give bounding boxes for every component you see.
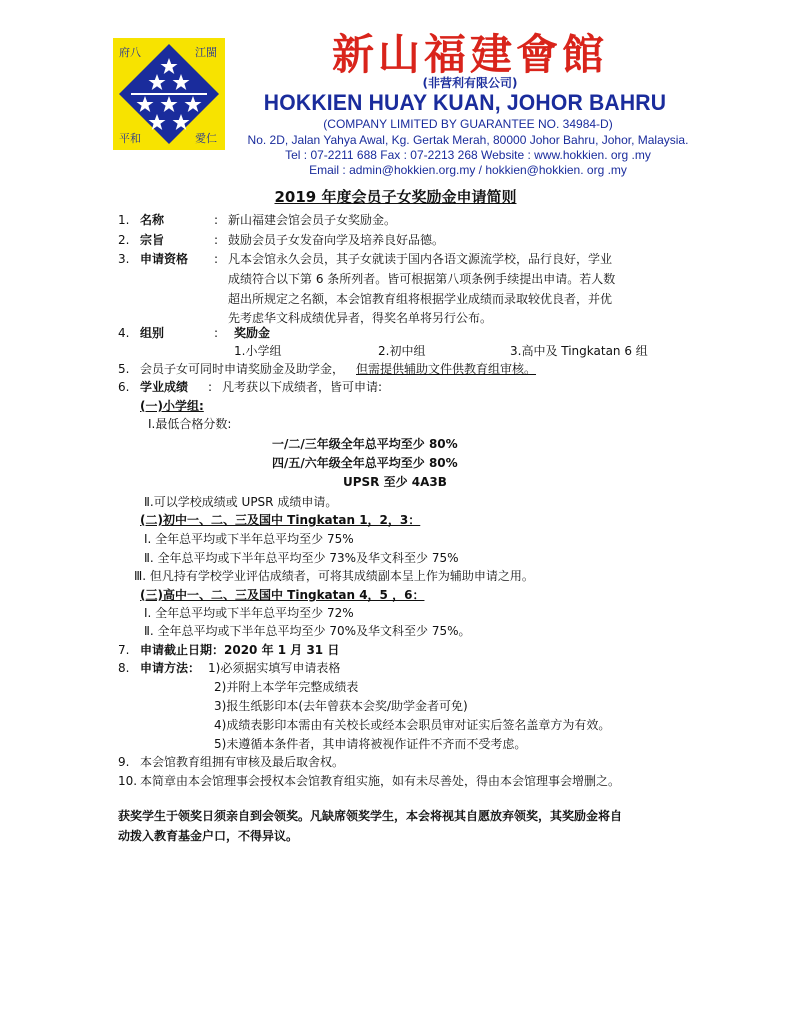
association-english-name: HOKKIEN HUAY KUAN, JOHOR BAHRU [263,90,667,115]
section-6-number: 6. [118,380,130,394]
section-4-number: 4. [118,326,130,340]
contact-line: Tel : 07-2211 688 Fax : 07-2213 268 Website : www.hokkien. org .my [285,148,651,162]
award-collection-note: 获奖学生于领奖日须亲自到会领奖。凡缺席领奖学生，本会将视其自愿放弃领奖，其奖励金将自 [118,809,623,823]
section-1-colon: : [214,213,219,227]
primary-requirement: 一/二/三年级全年总平均至少 80% [272,437,458,451]
senior-heading: (三)高中一、二、三及国中 Tingkatan 4，5 ，6： [140,588,425,602]
section-3-line: 超出所规定之名额，本会馆教育组将根据学业成绩而录取较优良者，并优 [228,292,613,306]
section-2-number: 2. [118,233,130,247]
section-1-label: 名称 [140,213,165,227]
association-logo [113,38,225,150]
section-9-text: 本会馆教育组拥有审核及最后取舍权。 [140,755,345,769]
section-2-label: 宗旨 [140,233,165,247]
group-option: 3.高中及 Tingkatan 6 组 [510,344,648,358]
primary-heading: (一)小学组: [140,399,204,413]
section-6-colon: : [208,380,213,394]
logo-text-bottom-left: 平和 [119,132,141,145]
logo-text-top-right: 江閩 [195,46,217,59]
section-5-text: 会员子女可同时申请奖励金及助学金， [140,362,345,376]
logo-text-top-left: 府八 [119,46,141,59]
company-registration: (COMPANY LIMITED BY GUARANTEE NO. 34984-D) [323,117,613,131]
application-step: 3)报生纸影印本(去年曾获本会奖/助学金者可免) [214,699,468,713]
junior-requirement: Ⅱ. 全年总平均或下半年总平均至少 73%及华文科至少 75% [144,551,459,565]
section-1-text: 新山福建会馆会员子女奖励金。 [228,213,397,227]
senior-requirement: Ⅱ. 全年总平均或下半年总平均至少 70%及华文科至少 75%。 [144,624,471,638]
section-4-heading: 奖励金 [234,326,271,340]
section-3-line: 先考虑华文科成绩优异者，得奖名单将另行公布。 [228,311,493,325]
group-option: 2.初中组 [378,344,426,358]
section-10-text: 本简章由本会馆理事会授权本会馆教育组实施，如有未尽善处，得由本会馆理事会增删之。 [140,774,621,788]
section-3-line: 成绩符合以下第 6 条所列者。皆可根据第八项条例手续提出申请。若人数 [228,272,616,286]
section-5-number: 5. [118,362,130,376]
section-2-text: 鼓励会员子女发奋向学及培养良好品德。 [228,233,445,247]
application-step: 4)成绩表影印本需由有关校长或经本会职员审对证实后签名盖章方为有效。 [214,718,611,732]
section-2-colon: : [214,233,219,247]
section-5-note: 但需提供辅助文件供教育组审核。 [356,362,537,376]
primary-min-score-label: Ⅰ.最低合格分数: [148,417,232,431]
section-8-label: 申请方法： [140,661,201,675]
section-6-label: 学业成绩 [140,380,189,394]
section-3-colon: : [214,252,219,266]
section-4-colon: : [214,326,219,340]
primary-requirement: 四/五/六年级全年总平均至少 80% [272,456,458,470]
logo-text-bottom-right: 愛仁 [195,132,217,145]
document-title: 2019 年度会员子女奖励金申请简则 [274,188,517,206]
section-4-label: 组别 [140,326,165,340]
section-9-number: 9. [118,755,130,769]
deadline: 申请截止日期：2020 年 1 月 31 日 [140,643,340,657]
section-7-number: 7. [118,643,130,657]
association-chinese-name: 新山福建會館 [331,30,608,79]
section-6-text: 凡考获以下成绩者，皆可申请: [222,380,383,394]
section-3-label: 申请资格 [140,252,189,266]
application-step: 1)必须据实填写申请表格 [208,661,341,675]
primary-note: Ⅱ.可以学校成绩或 UPSR 成绩申请。 [144,495,338,509]
primary-requirement: UPSR 至少 4A3B [343,475,447,489]
section-10-number: 10. [118,774,138,788]
nonprofit-label: (非营利有限公司) [422,76,518,90]
section-1-number: 1. [118,213,130,227]
group-option: 1.小学组 [234,344,282,358]
section-8-number: 8. [118,661,130,675]
junior-requirement: Ⅰ. 全年总平均或下半年总平均至少 75% [144,532,354,546]
award-collection-note: 动拨入教育基金户口，不得异议。 [118,829,299,843]
address-line: No. 2D, Jalan Yahya Awal, Kg. Gertak Merah, 80000 Johor Bahru, Johor, Malaysia. [247,133,689,147]
logo-emblem [113,38,225,150]
junior-requirement: Ⅲ. 但凡持有学校学业评估成绩者，可将其成绩副本呈上作为辅助申请之用。 [134,569,534,583]
section-3-line: 凡本会馆永久会员，其子女就读于国内各语文源流学校，品行良好，学业 [228,252,613,266]
email-line: Email : admin@hokkien.org.my / hokkien@hokkien. org .my [309,163,627,177]
senior-requirement: Ⅰ. 全年总平均或下半年总平均至少 72% [144,606,354,620]
section-3-number: 3. [118,252,130,266]
application-step: 5)未遵循本条件者，其申请将被视作证件不齐而不受考虑。 [214,737,527,751]
application-step: 2)并附上本学年完整成绩表 [214,680,359,694]
junior-heading: (二)初中一、二、三及国中 Tingkatan 1，2，3： [140,513,421,527]
